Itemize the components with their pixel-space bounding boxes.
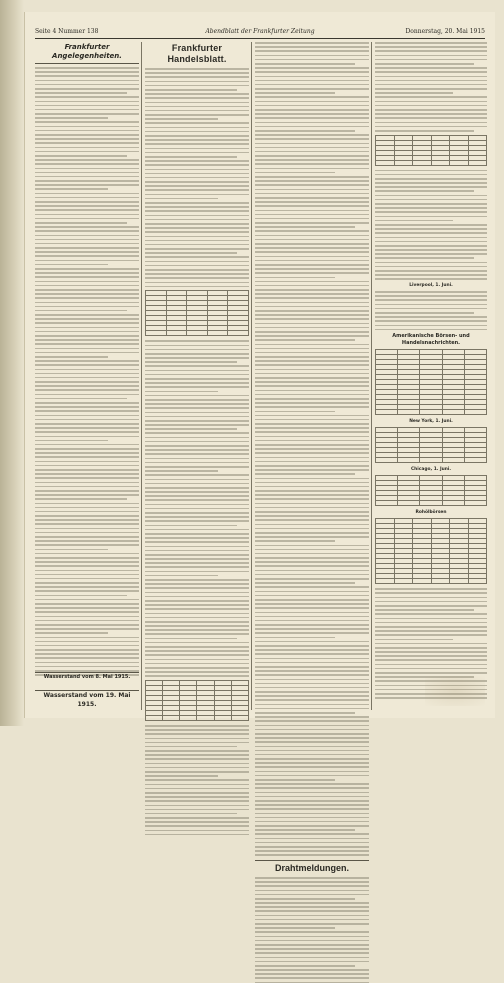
text-block	[375, 170, 487, 280]
text-block	[255, 42, 369, 856]
column-3	[255, 42, 369, 873]
column-2-title: Frankfurter Handelsblatt.	[167, 43, 227, 64]
price-table	[375, 427, 487, 463]
newspaper-page	[24, 12, 495, 873]
column-rule	[141, 42, 142, 710]
column-1	[35, 42, 139, 710]
water-level-heading-2: Wasserstand vom 19. Mai 1915.	[35, 690, 139, 709]
text-block	[375, 42, 487, 132]
text-block	[145, 340, 249, 677]
issue-date: Donnerstag, 20. Mai 1915	[405, 28, 485, 35]
column-2	[145, 42, 249, 710]
water-level-heading-1: Wasserstand vom 8. Mai 1915.	[35, 672, 139, 681]
statistics-table	[145, 680, 249, 721]
page-binding	[0, 0, 24, 726]
text-block	[375, 291, 487, 330]
section-subheading: Chicago, 1. Juni.	[410, 467, 452, 473]
price-table	[375, 349, 487, 415]
section-subheading: Rohölbörsen	[415, 510, 447, 516]
text-block	[255, 877, 369, 983]
column-3-title: Drahtmeldungen.	[255, 860, 369, 874]
column-1-title: Frankfurter Angelegenheiten.	[35, 43, 139, 64]
price-table	[375, 135, 487, 166]
section-subheading: New York, 1. Juni.	[409, 419, 453, 425]
text-block	[145, 68, 249, 287]
statistics-table	[145, 290, 249, 336]
column-4-title: Amerikanische Börsen- und Handelsnachrichten.	[392, 333, 470, 347]
price-table	[375, 475, 487, 506]
text-block	[35, 67, 139, 676]
section-subheading: Liverpool, 1. Juni.	[409, 283, 453, 288]
masthead: Abendblatt der Frankfurter Zeitung	[205, 28, 315, 35]
column-rule	[371, 42, 372, 710]
column-rule	[251, 42, 252, 710]
paper-stain	[425, 676, 485, 706]
text-block	[145, 725, 249, 835]
price-table	[375, 518, 487, 584]
page-header	[35, 26, 485, 39]
page-number: Seite 4 Nummer 138	[35, 28, 99, 35]
column-4	[375, 42, 487, 710]
